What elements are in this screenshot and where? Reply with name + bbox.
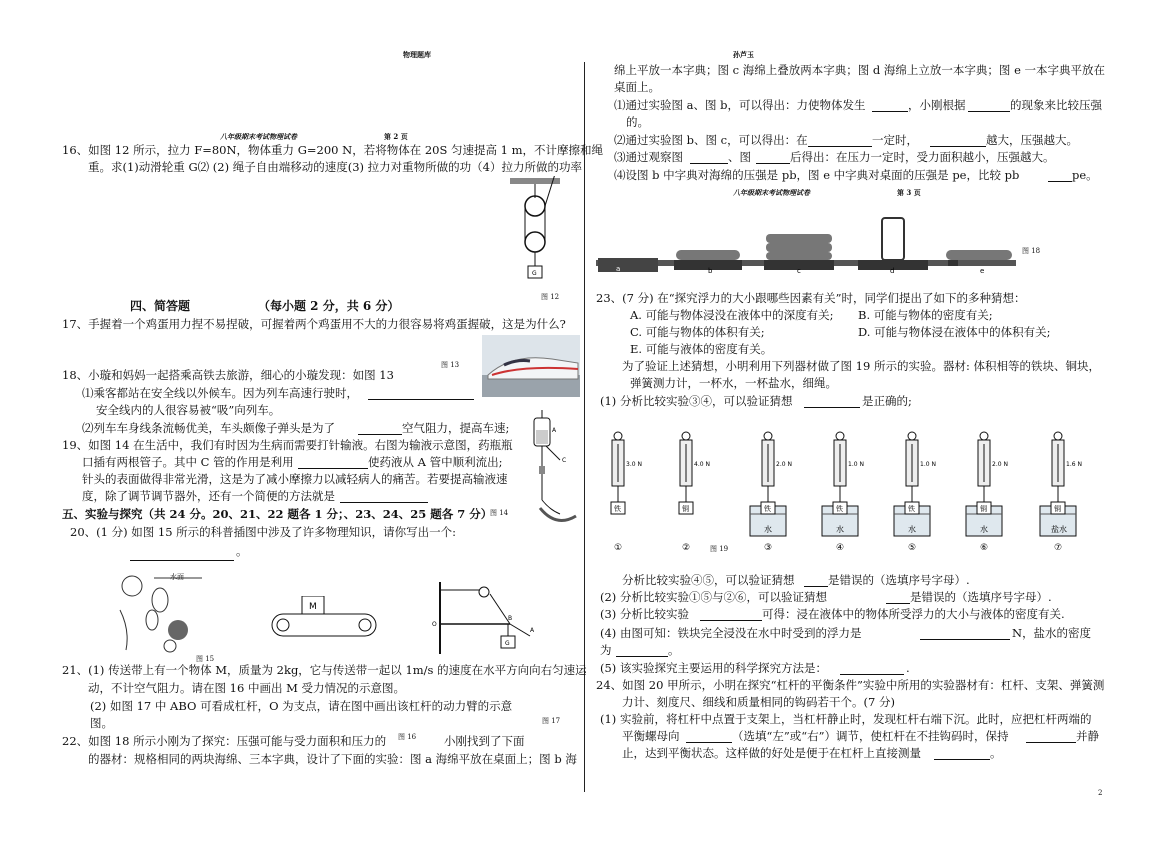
r-blank6[interactable] xyxy=(756,151,790,164)
experiment-number: ① xyxy=(614,543,623,553)
block-label: 铜 xyxy=(682,505,689,513)
spring-scale-reading: 4.0 N xyxy=(694,461,710,468)
fig14-label: 图 14 xyxy=(490,509,509,517)
q21-line3: (2) 如图 17 中 ABO 可看成杠杆，O 为支点，请在图中画出该杠杆的动力臂的示意 xyxy=(90,699,513,713)
q24-blank1[interactable] xyxy=(686,730,732,743)
q24-blank2[interactable] xyxy=(1026,730,1076,743)
r-line7: ⑷设图 b 中字典对海绵的压强是 pb，图 e 中字典对桌面的压强是 pe，比较 pb xyxy=(614,168,1020,182)
exam-page-left: 第 2 页 xyxy=(384,132,408,141)
q23-line7a: (3) 分析比较实验 xyxy=(600,607,689,621)
sec5-title: 五、实验与探究（共 24 分。20、21、22 题各 1 分；、23、24、25 题各 7 分） xyxy=(62,507,493,521)
experiment-number: ⑥ xyxy=(980,543,989,553)
q17: 17、手握着一个鸡蛋用力捏不易捏破，可握着两个鸡蛋用不大的力很容易将鸡蛋握破，这是为什么? xyxy=(62,317,566,331)
spring-scale-reading: 3.0 N xyxy=(626,461,642,468)
r-blank5[interactable] xyxy=(690,151,728,164)
r-blank1[interactable] xyxy=(872,99,908,112)
q20-line1: 20、(1 分) 如图 15 所示的科普插图中涉及了许多物理知识，请你写出一个: xyxy=(70,525,457,539)
liquid-label: 水 xyxy=(764,525,772,534)
block-label: 铁 xyxy=(908,505,915,513)
q22-line1b: 小刚找到了下面 xyxy=(444,734,525,748)
q16-line1: 16、如图 12 所示，拉力 F=80N，物体重力 G=200 N，若将物体在 20S 匀速提高 1 m，不计摩擦和绳 xyxy=(62,143,604,157)
spring-scale-hook-icon xyxy=(908,432,916,440)
q18-line4b: 空气阻力，提高车速; xyxy=(402,421,510,435)
q24-line4a: 平衡螺母向 xyxy=(622,729,680,743)
r-line1: 绵上平放一本字典；图 c 海绵上叠放两本字典；图 d 海绵上立放一本字典；图 e 一本字典平放在 xyxy=(614,63,1106,77)
experiment-number: ⑦ xyxy=(1054,543,1063,553)
fig12-label: 图 12 xyxy=(541,293,560,301)
spring-scale-reading: 1.6 N xyxy=(1066,461,1082,468)
q24-line3: (1) 实验前，将杠杆中点置于支架上，当杠杆静止时，发现杠杆右端下沉。此时，应把杠杆两端的 xyxy=(600,712,1092,726)
q22-line1a: 22、如图 18 所示小刚为了探究：压强可能与受力面积和压力的 xyxy=(62,734,387,748)
exam-header-left: 八年级期末考试物理试卷 xyxy=(220,132,297,141)
q23-line6b: 是错误的（选填序号字母）. xyxy=(910,590,1052,604)
q23-line8a: (4) 由图可知：铁块完全浸没在水中时受到的浮力是 xyxy=(600,626,862,640)
q23-opt-a: A. 可能与物体浸没在液体中的深度有关; xyxy=(630,308,834,322)
q20-end: 。 xyxy=(236,544,248,558)
iv-drip-figure xyxy=(520,410,582,528)
sponge-dictionary-figure xyxy=(596,216,1016,274)
q18-line4: ⑵列车车身线条流畅优美，车头颇像子弹头是为了 xyxy=(82,421,335,435)
r-line5a: ⑵通过实验图 b、图 c，可以得出：在 xyxy=(614,133,808,147)
liquid-label: 水 xyxy=(980,525,988,534)
r-line7b: pe。 xyxy=(1072,168,1098,182)
fig17-label: 图 17 xyxy=(542,717,561,725)
conveyor-belt-figure xyxy=(268,596,380,640)
pulley-figure xyxy=(500,176,580,296)
svg-text:G: G xyxy=(532,270,537,277)
fig16-label: 图 16 xyxy=(398,733,417,741)
q16-line2: 重。求(1)动滑轮重 G⑵ (2) 绳子自由端移动的速度(3) 拉力对重物所做的功（4）拉力所做的功率 xyxy=(88,160,582,174)
sec4-score: （每小题 2 分，共 6 分） xyxy=(258,299,400,313)
spring-scale-reading: 1.0 N xyxy=(848,461,864,468)
liquid-label: 水 xyxy=(908,525,916,534)
q18-line1: 18、小璇和妈妈一起搭乘高铁去旅游，细心的小璇发现：如图 13 xyxy=(62,368,394,382)
fig13-label: 图 13 xyxy=(441,361,460,369)
q23-opt-e: E. 可能与液体的密度有关。 xyxy=(630,342,773,356)
svg-text:A: A xyxy=(552,427,557,434)
svg-text:G: G xyxy=(505,640,510,647)
q23-blank3[interactable] xyxy=(886,591,910,604)
exam-page-right: 第 3 页 xyxy=(897,188,921,197)
q18-blank2[interactable] xyxy=(358,422,402,435)
exam-header-right: 八年级期末考试物理试卷 xyxy=(733,188,810,197)
r-line5c: 越大，压强越大。 xyxy=(986,133,1078,147)
spring-scale-reading: 1.0 N xyxy=(920,461,936,468)
q23-line10a: (5) 该实验探究主要运用的科学探究方法是： xyxy=(600,661,827,675)
q23-line8b: N，盐水的密度 xyxy=(1012,626,1092,640)
q23-line3: 弹簧测力计，一杯水，一杯盐水，细绳。 xyxy=(630,376,837,390)
q23-line4a: (1) 分析比较实验③④，可以验证猜想 xyxy=(600,394,793,408)
r-blank2[interactable] xyxy=(968,99,1010,112)
q19-line3: 针头的表面做得非常光滑，这是为了减小摩擦力以减轻病人的痛苦。若要提高输液速 xyxy=(82,472,508,486)
q24-line4b: （选填“左”或“右”）调节，使杠杆在不挂钩码时，保持 xyxy=(732,729,1009,743)
q23-blank6[interactable] xyxy=(616,644,668,657)
q20-blank[interactable] xyxy=(130,548,234,561)
header-right: 孙芦玉 xyxy=(733,50,754,59)
q19-line2a: 口插有两根管子。其中 C 管的作用是利用 xyxy=(82,455,294,469)
spring-scale-hook-icon xyxy=(682,432,690,440)
svg-text:a: a xyxy=(616,265,621,273)
q23-opt-b: B. 可能与物体的密度有关; xyxy=(858,308,993,322)
r-line3b: ，小刚根据 xyxy=(908,98,966,112)
svg-text:b: b xyxy=(708,267,713,274)
bullet-train-image xyxy=(482,335,580,397)
header-left: 物理题库 xyxy=(403,50,431,59)
q23-line4b: 是正确的; xyxy=(862,394,912,408)
svg-text:C: C xyxy=(562,457,567,464)
q22-line2: 的器材：规格相同的两块海绵、三本字典，设计了下面的实验：图 a 海绵平放在桌面上；图 b 海 xyxy=(88,752,577,766)
q24-line5a: 止，达到平衡状态。这样做的好处是便于在杠杆上直接测量 xyxy=(622,746,921,760)
block-label: 铜 xyxy=(1054,505,1061,513)
q18-line2: ⑴乘客都站在安全线以外候车。因为列车高速行驶时， xyxy=(82,386,358,400)
q23-line10b: . xyxy=(906,661,910,675)
q23-line2: 为了验证上述猜想，小明利用下列器材做了图 19 所示的实验。器材: 体积相等的铁块、铜块， xyxy=(622,359,1100,373)
q23-blank7[interactable] xyxy=(840,662,904,675)
liquid-label: 盐水 xyxy=(1051,525,1067,534)
r-line3a: ⑴通过实验图 a、图 b，可以得出：力使物体发生 xyxy=(614,98,866,112)
fig15-label: 图 15 xyxy=(196,655,215,663)
water-surface-label: 水面 xyxy=(170,573,184,581)
q23-opt-d: D. 可能与物体浸在液体中的体积有关; xyxy=(858,325,1051,339)
lever-abo-figure xyxy=(430,580,540,656)
science-illustration xyxy=(110,570,202,662)
svg-text:B: B xyxy=(508,615,513,622)
spring-scale-reading: 2.0 N xyxy=(992,461,1008,468)
r-blank7[interactable] xyxy=(1048,169,1072,182)
q19-blank1[interactable] xyxy=(298,456,368,469)
q23-line6a: (2) 分析比较实验①⑤与②⑥，可以验证猜想 xyxy=(600,590,827,604)
q23-line5a: 分析比较实验④⑤，可以验证猜想 xyxy=(622,573,795,587)
q19-line1: 19、如图 14 在生活中，我们有时因为生病而需要打针输液。右图为输液示意图，药瓶瓶 xyxy=(62,438,513,452)
svg-text:O: O xyxy=(432,621,437,628)
q18-blank1[interactable] xyxy=(368,387,474,400)
r-line3c: 的现象来比较压强 xyxy=(1010,98,1102,112)
svg-text:d: d xyxy=(890,267,895,274)
q23-line9b: 。 xyxy=(668,643,680,657)
r-line4: 的。 xyxy=(626,115,649,129)
experiment-number: ③ xyxy=(764,543,773,553)
q23-blank4[interactable] xyxy=(700,608,762,621)
spring-scale-hook-icon xyxy=(764,432,772,440)
r-line5b: 一定时， xyxy=(872,133,918,147)
block-label: 铁 xyxy=(836,505,843,513)
spring-scale-hook-icon xyxy=(980,432,988,440)
q19-line2b: 使药液从 A 管中顺利流出; xyxy=(368,455,503,469)
q23-blank5[interactable] xyxy=(920,627,1010,640)
q21-line4: 图。 xyxy=(90,716,113,730)
fig19-label: 图 19 xyxy=(710,545,729,553)
spring-scale-hook-icon xyxy=(614,432,622,440)
experiment-number: ④ xyxy=(836,543,845,553)
svg-text:c: c xyxy=(797,267,801,274)
q24-line5b: 。 xyxy=(990,746,1002,760)
svg-text:e: e xyxy=(980,267,985,274)
spring-scale-hook-icon xyxy=(1054,432,1062,440)
sec4-title: 四、简答题 xyxy=(130,299,191,313)
spring-scale-reading: 2.0 N xyxy=(776,461,792,468)
q23-line9a: 为 xyxy=(600,643,612,657)
r-line6c: 后得出：在压力一定时，受力面积越小，压强越大。 xyxy=(790,150,1055,164)
q24-line1: 24、如图 20 甲所示，小明在探究“杠杆的平衡条件”实验中所用的实验器材有：杠杆、支架、弹簧测 xyxy=(596,678,1105,692)
experiment-number: ⑤ xyxy=(908,543,917,553)
r-line2: 桌面上。 xyxy=(614,80,660,94)
page-number: 2 xyxy=(1098,789,1103,797)
q21-line2: 动，不计空气阻力。请在图 16 中画出 M 受力情况的示意图。 xyxy=(88,681,406,695)
block-label: 铁 xyxy=(764,505,771,513)
q23-line1: 23、(7 分) 在“探究浮力的大小跟哪些因素有关”时，同学们提出了如下的多种猜想： xyxy=(596,291,1026,305)
svg-text:A: A xyxy=(530,627,535,634)
q23-blank2[interactable] xyxy=(804,574,828,587)
q21-line1: 21、(1) 传送带上有一个物体 M，质量为 2kg，它与传送带一起以 1m/s 的速度在水平方向向右匀速运 xyxy=(62,663,587,677)
q24-line2: 力计、刻度尺、细线和质量相同的钩码若干个。(7 分) xyxy=(622,695,895,709)
experiment-number: ② xyxy=(682,543,691,553)
q24-line4c: 并静 xyxy=(1076,729,1099,743)
r-blank4[interactable] xyxy=(930,134,986,147)
liquid-label: 水 xyxy=(836,525,844,534)
spring-scale-hook-icon xyxy=(836,432,844,440)
column-divider xyxy=(584,62,585,792)
block-label: 铜 xyxy=(980,505,987,513)
r-line6a: ⑶通过观察图 xyxy=(614,150,683,164)
r-blank3[interactable] xyxy=(808,134,872,147)
box-m-label: M xyxy=(309,602,317,612)
block-label: 铁 xyxy=(614,505,621,513)
buoyancy-experiment-figure xyxy=(600,430,1100,560)
fig18-label: 图 18 xyxy=(1022,247,1041,255)
q18-line3: 安全线内的人很容易被“吸”向列车。 xyxy=(96,403,281,417)
q23-blank1[interactable] xyxy=(804,395,860,408)
q19-line4: 度，除了调节调节器外，还有一个简便的方法就是 xyxy=(82,489,335,503)
q24-blank3[interactable] xyxy=(934,747,990,760)
q23-opt-c: C. 可能与物体的体积有关; xyxy=(630,325,765,339)
r-line6b: 、图 xyxy=(728,150,751,164)
q19-blank2[interactable] xyxy=(340,490,428,503)
q23-line7b: 可得：浸在液体中的物体所受浮力的大小与液体的密度有关. xyxy=(762,607,1065,621)
q23-line5b: 是错误的（选填序号字母）. xyxy=(828,573,970,587)
